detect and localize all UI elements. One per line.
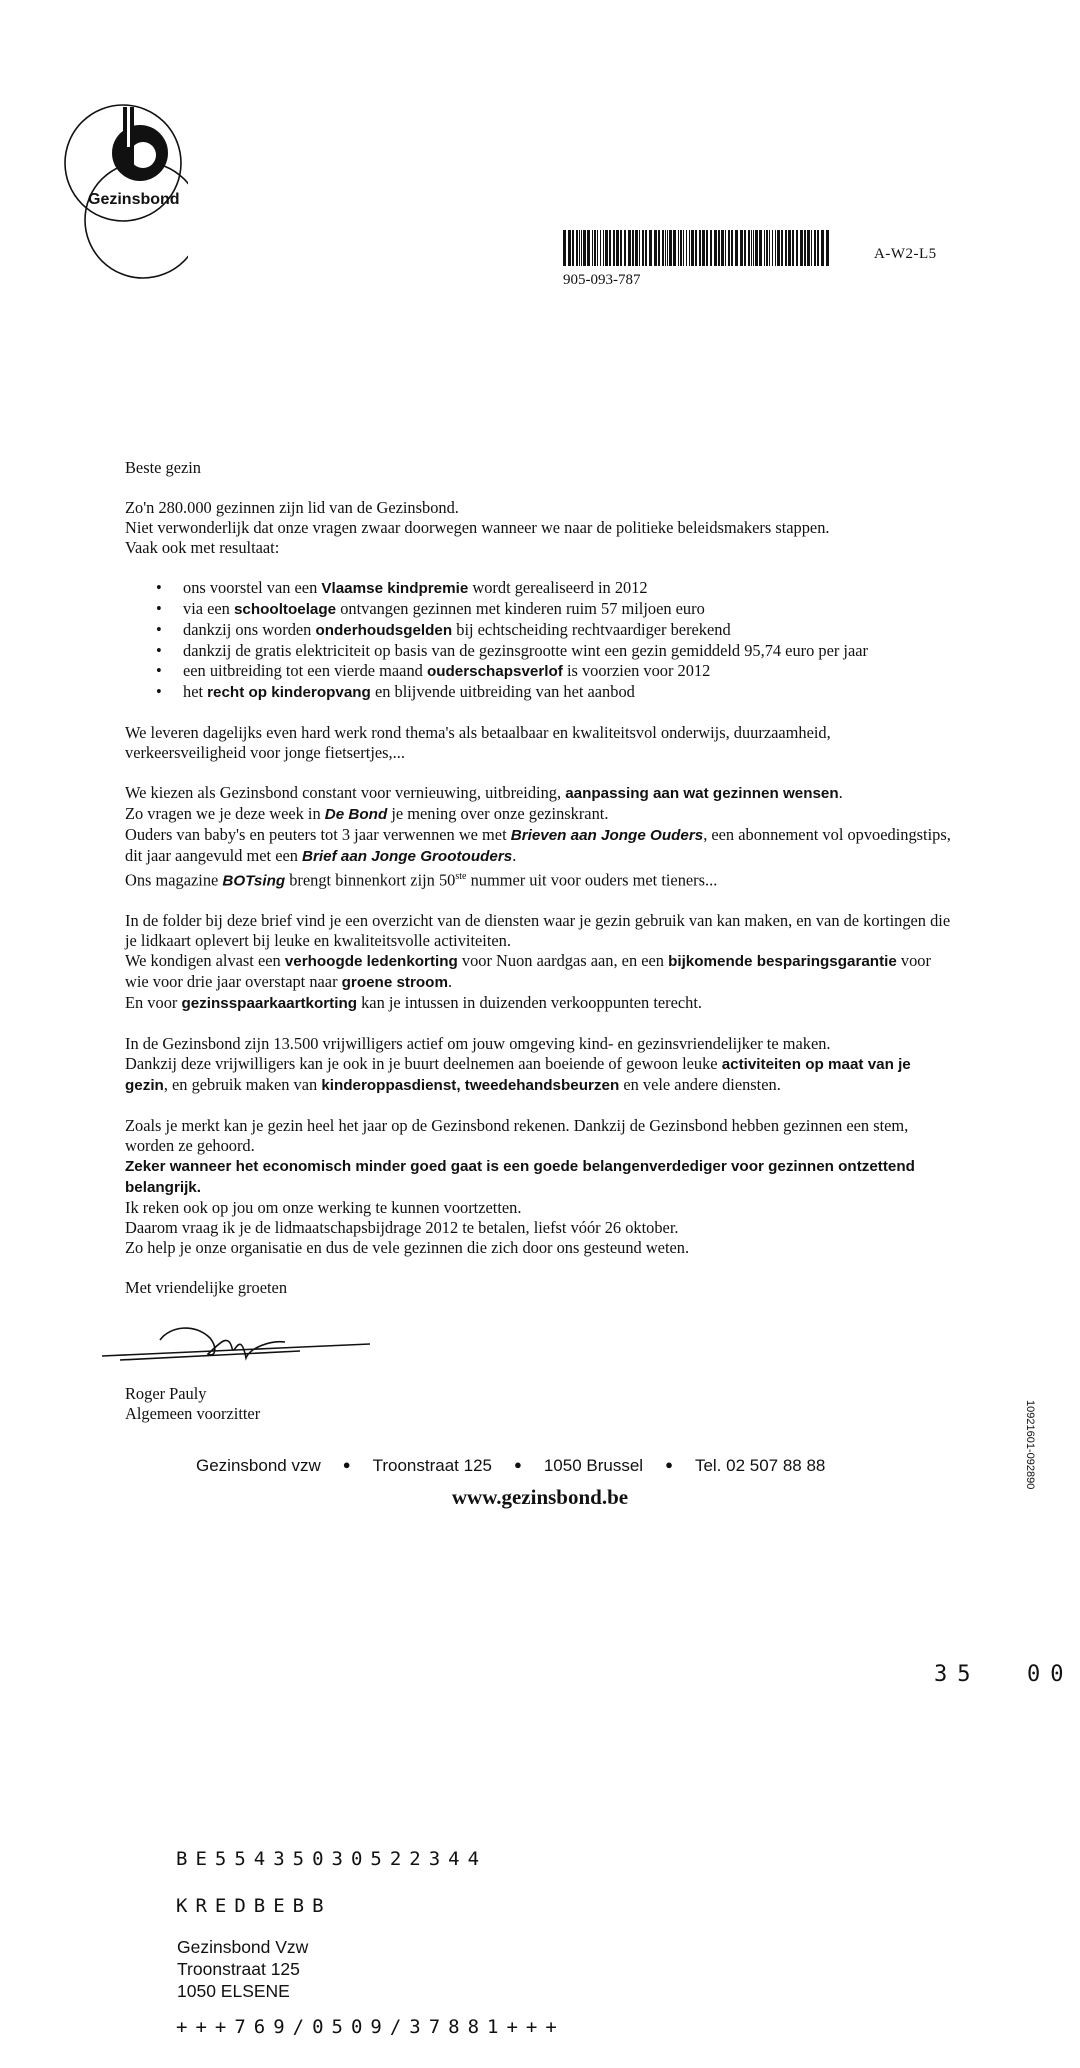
beneficiary-bic: KREDBEBB (176, 1895, 332, 1917)
beneficiary-name: Gezinsbond Vzw (177, 1937, 309, 1957)
barcode-number: 905-093-787 (563, 272, 641, 288)
barcode-bar (814, 230, 816, 266)
barcode-bar (748, 230, 750, 266)
barcode-bar (683, 230, 684, 266)
barcode-bar (680, 230, 682, 266)
barcode-bar (603, 230, 604, 266)
barcode-bar (728, 230, 730, 266)
barcode-bar (665, 230, 666, 266)
paragraph-volunteers-2: Dankzij deze vrijwilligers kan je ook in je buurt deelnemen aan boeiende of gewoon leuke activiteiten op maat van je gezin, en gebruik maken van kinderoppasdienst, tweedehandsbeurzen en vele andere diensten. (125, 1054, 911, 1095)
closing-greeting: Met vriendelijke groeten (125, 1278, 288, 1298)
barcode-bar (568, 230, 571, 266)
barcode-bar (609, 230, 611, 266)
logo-text: Gezinsbond (88, 191, 180, 208)
intro-line-2: Niet verwonderlijk dat onze vragen zwaar doorwegen wanneer we naar de politieke beleidsmakers stappen. (125, 518, 830, 537)
barcode-bar (817, 230, 819, 266)
barcode-bar (632, 230, 634, 266)
list-item: • via een schooltoelage ontvangen gezinnen met kinderen ruim 57 miljoen euro (125, 599, 955, 620)
barcode-bar (642, 230, 644, 266)
beneficiary-city: 1050 ELSENE (177, 1981, 290, 2001)
barcode-bar (725, 230, 726, 266)
barcode-bar (764, 230, 765, 266)
barcode-bar (649, 230, 652, 266)
barcode-bar (628, 230, 631, 266)
barcode-bar (792, 230, 794, 266)
paragraph-closing-5: Zo help je onze organisatie en dus de vele gezinnen die zich door ons gesteund weten. (125, 1238, 690, 1258)
barcode-bar (785, 230, 787, 266)
barcode-bar (639, 230, 640, 266)
beneficiary-street: Troonstraat 125 (177, 1959, 300, 1979)
structured-message: +++769/0509/37881+++ (176, 2016, 565, 2038)
barcode-bar (735, 230, 738, 266)
paragraph-folder-1: In de folder bij deze brief vind je een overzicht van de diensten waar je gezin gebruik van kan maken, en van de kortingen die je lidkaart oplevert bij leuke en kwaliteitsvolle activiteiten. (125, 911, 951, 951)
barcode-bar (581, 230, 582, 266)
paragraph-closing-3: Ik reken ook op jou om onze werking te kunnen voortzetten. (125, 1198, 522, 1218)
paragraph-volunteers-1: In de Gezinsbond zijn 13.500 vrijwilligers actief om jouw omgeving kind- en gezinsvriendelijker te maken. (125, 1034, 831, 1054)
barcode-bar (706, 230, 708, 266)
side-code: 10921601-092890 (1024, 1400, 1036, 1490)
barcode-bar (600, 230, 601, 266)
list-item: • dankzij de gratis elektriciteit op basis van de gezinsgrootte wint een gezin gemiddeld 95,74 euro per jaar (125, 641, 955, 661)
list-item: • een uitbreiding tot een vierde maand ouderschapsverlof is voorzien voor 2012 (125, 661, 955, 682)
barcode-bar (751, 230, 752, 266)
paragraph-closing-1: Zoals je merkt kan je gezin heel het jaar op de Gezinsbond rekenen. Dankzij de Gezinsbond hebben gezinnen een stem, worden ze gehoord. (125, 1116, 909, 1156)
barcode-bar (772, 230, 773, 266)
footer-org: Gezinsbond vzw (196, 1456, 321, 1475)
barcode-bar (807, 230, 810, 266)
signer-title: Algemeen voorzitter (125, 1404, 261, 1423)
signer (125, 1384, 260, 1424)
barcode-bar (686, 230, 687, 266)
barcode-bar (654, 230, 657, 266)
footer-phone: Tel. 02 507 88 88 (694, 1456, 826, 1475)
barcode-bar (788, 230, 791, 266)
barcode-bar (702, 230, 705, 266)
beneficiary-address (177, 1936, 308, 2002)
barcode-bar (662, 230, 664, 266)
barcode-bar (766, 230, 768, 266)
barcode-bar (689, 230, 690, 266)
signature (100, 1318, 390, 1368)
list-item: • ons voorstel van een Vlaamse kindpremie wordt gerealiseerd in 2012 (125, 578, 955, 599)
barcode-bar (691, 230, 694, 266)
barcode-bar (755, 230, 758, 266)
paragraph-closing-4: Daarom vraag ik je de lidmaatschapsbijdrage 2012 te betalen, liefst vóór 26 oktober. (125, 1218, 679, 1238)
results-list (125, 578, 955, 703)
barcode-bar (597, 230, 598, 266)
gezinsbond-logo (58, 95, 188, 285)
paragraph-renewal-4: Ons magazine BOTsing brengt binnenkort zijn 50ste nummer uit voor ouders met tieners... (125, 870, 718, 890)
barcode-bar (740, 230, 743, 266)
barcode-bar (718, 230, 720, 266)
barcode-bar (821, 230, 824, 266)
barcode-bar (645, 230, 647, 266)
barcode-bar (744, 230, 746, 266)
barcode-bar (587, 230, 590, 266)
barcode-bar (563, 230, 566, 266)
list-item: • dankzij ons worden onderhoudsgelden bij echtscheiding rechtvaardiger berekend (125, 620, 955, 641)
barcode-bar (811, 230, 812, 266)
list-item: • het recht op kinderopvang en blijvende uitbreiding van het aanbod (125, 682, 955, 703)
barcode-bar (594, 230, 596, 266)
salutation: Beste gezin (125, 458, 202, 477)
barcode-bar (576, 230, 578, 266)
barcode-bar (826, 230, 829, 266)
barcode-bar (769, 230, 770, 266)
barcode-bar (667, 230, 668, 266)
barcode-bar (753, 230, 754, 266)
intro-line-1: Zo'n 280.000 gezinnen zijn lid van de Gezinsbond. (125, 498, 459, 517)
beneficiary-iban: BE55435030522344 (176, 1848, 488, 1870)
barcode-bar (781, 230, 783, 266)
barcode-bar (658, 230, 660, 266)
intro-line-3: Vaak ook met resultaat: (125, 538, 280, 557)
barcode-bar (804, 230, 806, 266)
transfer-amount: 35 00 (934, 1662, 1074, 1687)
barcode-bar (731, 230, 733, 266)
letter-body (125, 458, 955, 1298)
barcode-bar (616, 230, 619, 266)
paragraph-renewal-3: Ouders van baby's en peuters tot 3 jaar verwennen we met Brieven aan Jonge Ouders, een abonnement vol opvoedingstips, dit jaar aangevuld met een Brief aan Jonge Grootouders. (125, 825, 951, 865)
website-link[interactable]: www.gezinsbond.be (451, 1485, 629, 1509)
barcode-bar (678, 230, 679, 266)
barcode-bar (721, 230, 724, 266)
footer-city: 1050 Brussel (543, 1456, 644, 1475)
paragraph-themes: We leveren dagelijks even hard werk rond thema's als betaalbaar en kwaliteitsvol onderwijs, duurzaamheid, verkeersveiligheid voor jonge fietsertjes,... (125, 723, 831, 762)
barcode-bar (800, 230, 803, 266)
barcode-bar (695, 230, 697, 266)
barcode-bar (592, 230, 593, 266)
footer-contact: Gezinsbond vzw ● Troonstraat 125 ● 1050 Brussel ● Tel. 02 507 88 88 (196, 1456, 826, 1475)
barcode-bar (579, 230, 580, 266)
barcode-bar (777, 230, 780, 266)
document-code: A-W2-L5 (874, 246, 937, 262)
paragraph-closing-2: Zeker wanneer het economisch minder goed gaat is een goede belangenverdediger voor gezinnen ontzettend belangrijk. (125, 1158, 915, 1197)
paragraph-renewal-2: Zo vragen we je deze week in De Bond je mening over onze gezinskrant. (125, 804, 609, 823)
barcode-bar (620, 230, 622, 266)
barcode-bar (635, 230, 638, 266)
barcode (563, 230, 831, 266)
barcode-bar (583, 230, 586, 266)
barcode-bar (775, 230, 776, 266)
barcode-bar (673, 230, 676, 266)
barcode-bar (572, 230, 574, 266)
barcode-bar (714, 230, 717, 266)
paragraph-folder-2: We kondigen alvast een verhoogde ledenkorting voor Nuon aardgas aan, en een bijkomende besparingsgarantie voor wie voor drie jaar overstapt naar groene stroom. (125, 951, 931, 992)
signer-name: Roger Pauly (125, 1384, 207, 1403)
barcode-bar (796, 230, 798, 266)
paragraph-renewal-1: We kiezen als Gezinsbond constant voor vernieuwing, uitbreiding, aanpassing aan wat gezinnen wensen. (125, 783, 843, 802)
paragraph-folder-3: En voor gezinsspaarkaartkorting kan je intussen in duizenden verkooppunten terecht. (125, 993, 703, 1013)
barcode-bar (605, 230, 608, 266)
barcode-bar (710, 230, 712, 266)
barcode-bar (759, 230, 762, 266)
barcode-bar (699, 230, 701, 266)
barcode-bar (624, 230, 626, 266)
footer-street: Troonstraat 125 (372, 1456, 492, 1475)
barcode-bar (613, 230, 615, 266)
barcode-bar (669, 230, 672, 266)
